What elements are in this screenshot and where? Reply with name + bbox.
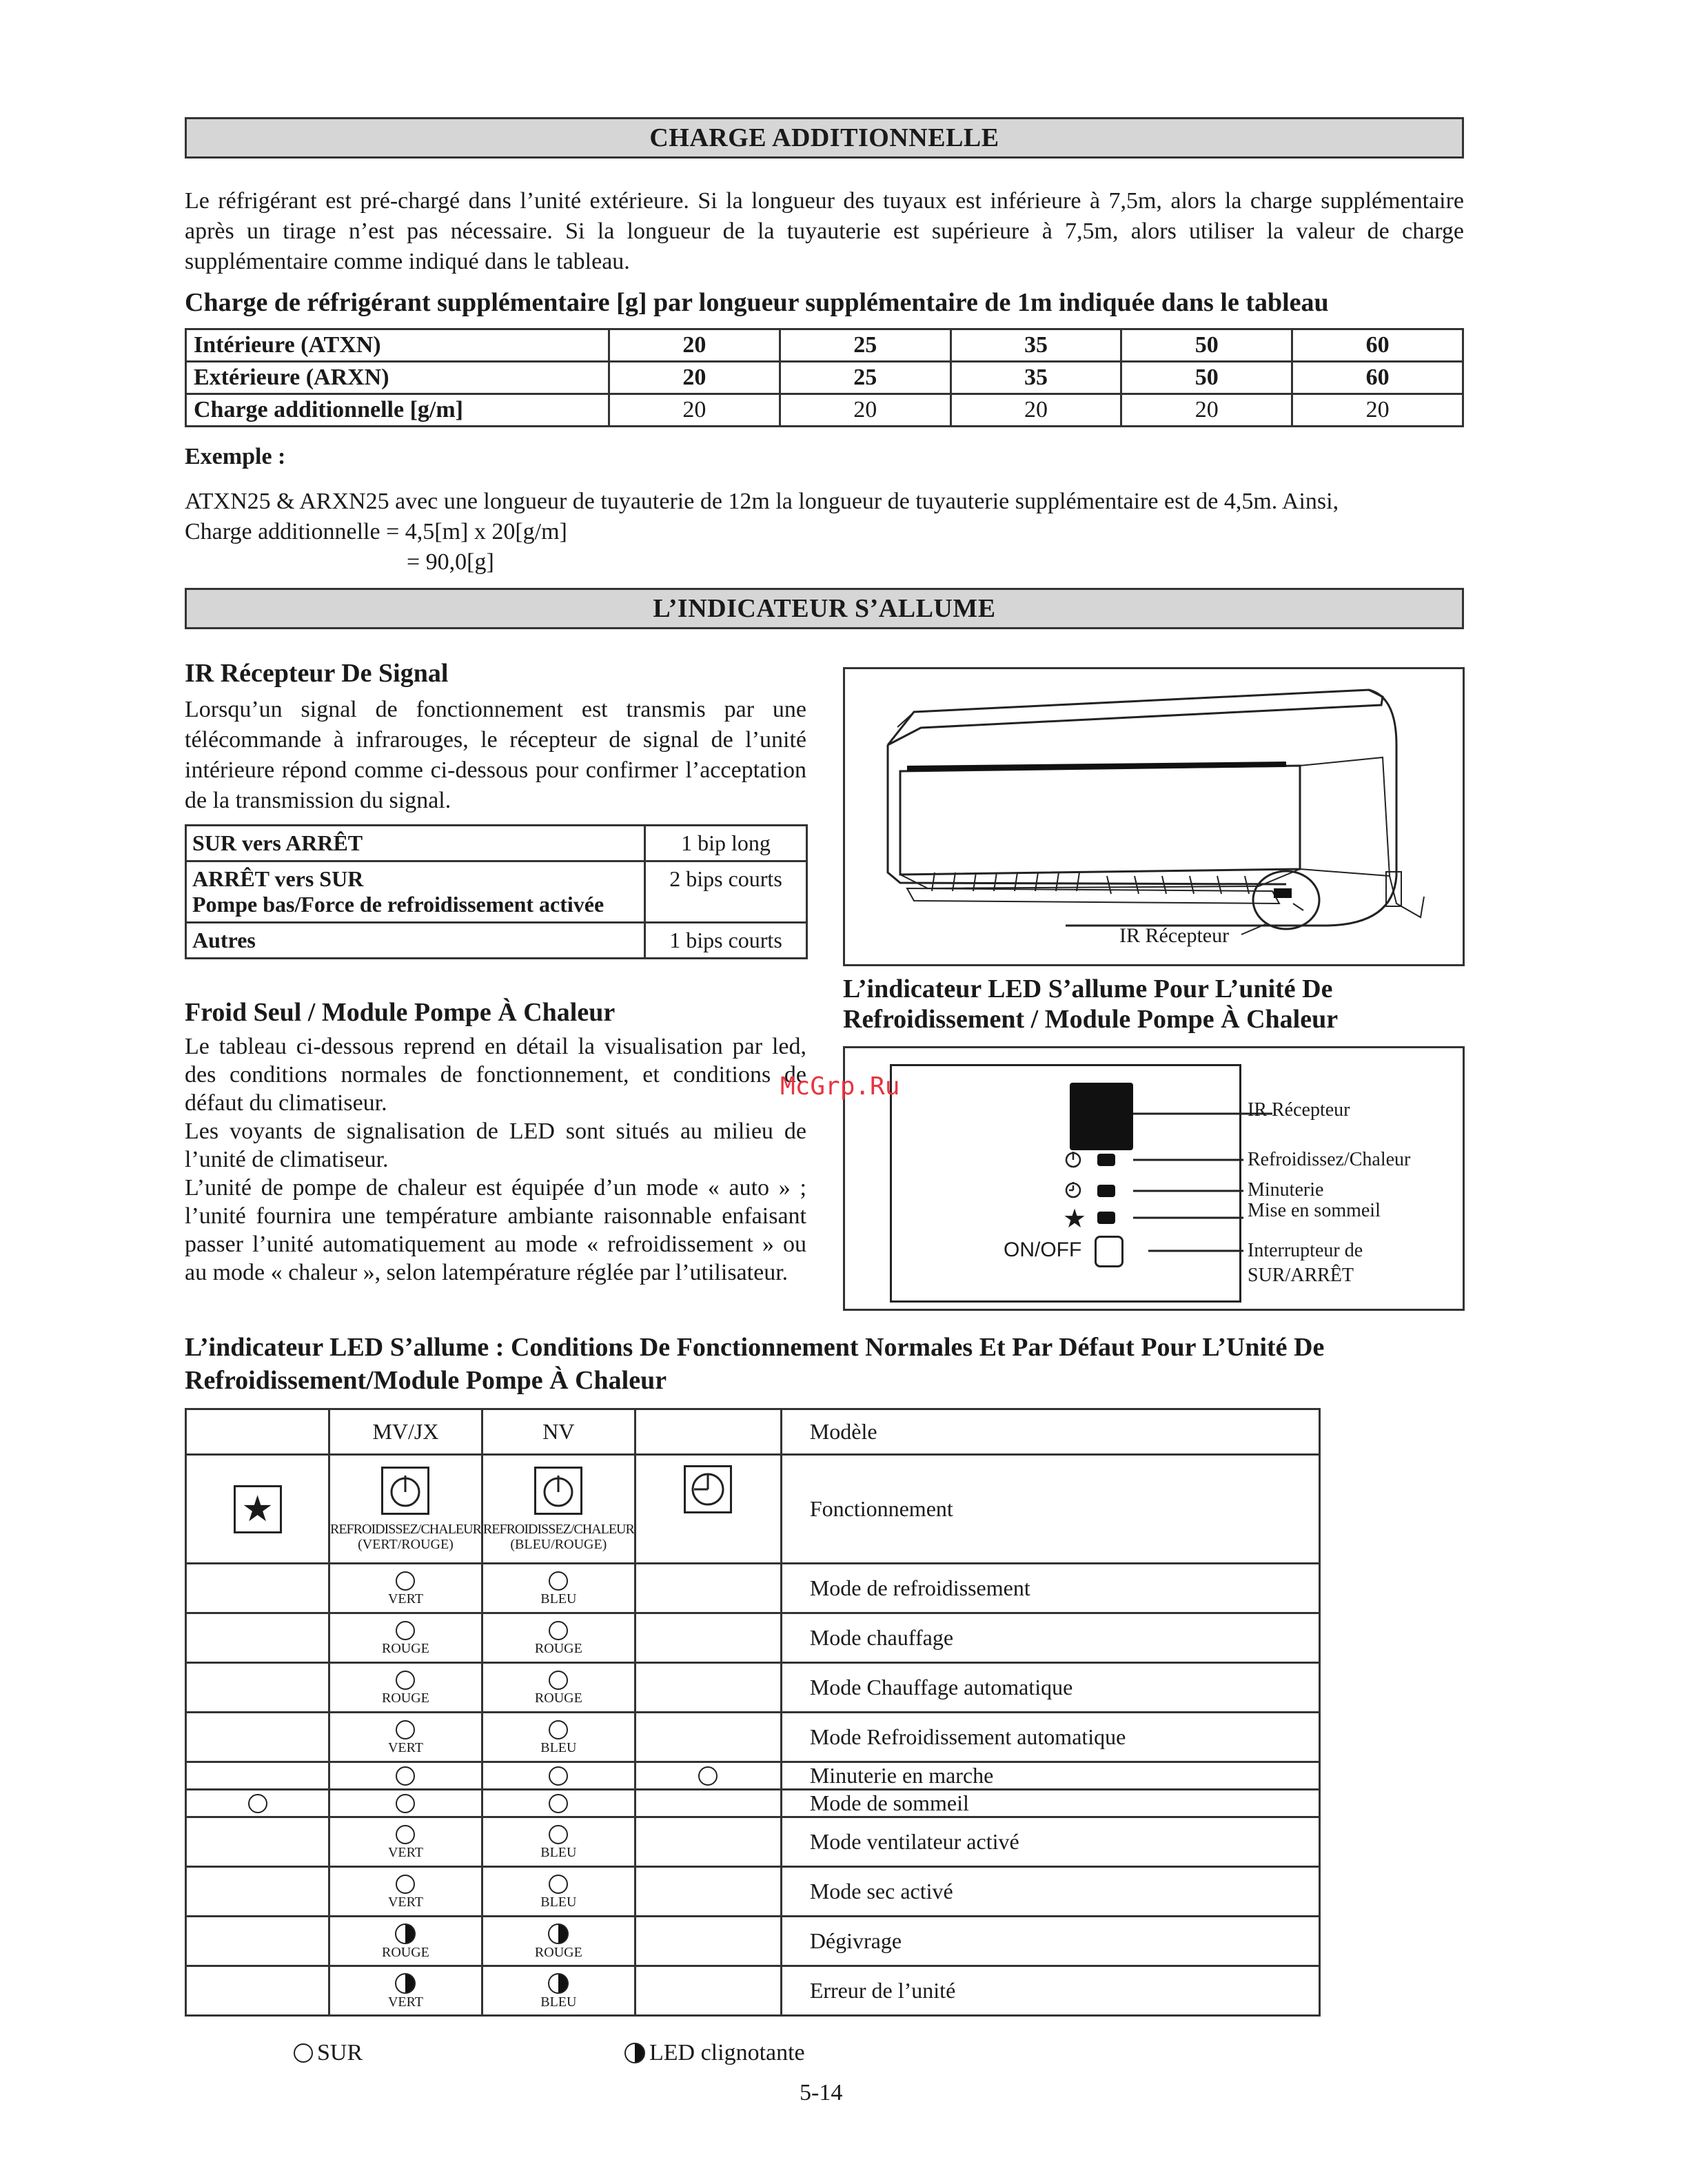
led-color-label: ROUGE — [382, 1640, 429, 1656]
mode-description: Mode ventilateur activé — [781, 1817, 1319, 1867]
led-table-header-cell: NV — [482, 1409, 635, 1455]
ir-text: Lorsqu’un signal de fonctionnement est transmis par une télécommande à infrarouges, le récepteur de signal de l’unité intérieure répond comme ci-dessous pour confirmer l’acceptation de la transmission du signal. — [185, 697, 806, 813]
beep-row-value: 1 bip long — [645, 826, 807, 861]
timer-cell — [635, 1790, 781, 1817]
nv-cell — [482, 1613, 635, 1663]
charge-table-row — [186, 394, 1463, 427]
led-panel-diagram — [843, 1046, 1465, 1311]
mvjx-cell — [329, 1613, 482, 1663]
panel-timer-label: Minuterie — [1248, 1179, 1324, 1201]
mvjx-cell — [329, 1663, 482, 1713]
mvjx-cell — [329, 1867, 482, 1917]
charge-value-cell: 25 — [780, 329, 950, 362]
sleep-cell — [186, 1817, 329, 1867]
example-label: Exemple : — [185, 444, 286, 469]
led-table-row — [186, 1564, 1320, 1613]
sleep-cell — [186, 1613, 329, 1663]
nv-cell — [482, 1817, 635, 1867]
sleep-cell — [186, 1790, 329, 1817]
led-on-icon — [549, 1671, 568, 1690]
led-table-header-cell — [186, 1409, 329, 1455]
mvjx-power-icon — [381, 1467, 429, 1515]
led-color-label: BLEU — [540, 1894, 577, 1910]
led-color-label: ROUGE — [382, 1690, 429, 1706]
charge-value-cell: 20 — [609, 329, 780, 362]
watermark: McGrp.Ru — [780, 1072, 900, 1101]
timer-cell — [635, 1867, 781, 1917]
nv-cell — [482, 1966, 635, 2016]
blinking-led-icon — [395, 1923, 416, 1944]
onoff-switch — [1095, 1236, 1123, 1267]
legend-blink-text: LED clignotante — [649, 2040, 805, 2065]
led-color-label: VERT — [387, 1994, 423, 2010]
example-line2: Charge additionnelle = 4,5[m] x 20[g/m] — [185, 519, 567, 544]
unit-illustration-box — [843, 667, 1465, 966]
led-panel-lines — [845, 1048, 1463, 1309]
mvjx-cell — [329, 1790, 482, 1817]
nv-cell — [482, 1790, 635, 1817]
sleep-cell — [186, 1917, 329, 1966]
sleep-cell — [186, 1663, 329, 1713]
cool-text2: Les voyants de signalisation de LED sont situés au milieu de l’unité de climatiseur. — [185, 1119, 806, 1172]
led-color-label: BLEU — [540, 1591, 577, 1606]
panel-switch-label-1: Interrupteur de — [1248, 1240, 1363, 1261]
nv-cell — [482, 1762, 635, 1790]
led-color-label: ROUGE — [382, 1944, 429, 1960]
led-status-table — [185, 1408, 1321, 2017]
beep-row-value: 1 bips courts — [645, 923, 807, 959]
section-title-charge: CHARGE ADDITIONNELLE — [185, 117, 1464, 159]
onoff-label: ON/OFF — [1004, 1238, 1082, 1261]
mode-description: Mode de sommeil — [781, 1790, 1319, 1817]
led-on-icon — [248, 1794, 267, 1813]
charge-value-cell: 35 — [950, 329, 1121, 362]
operation-label: Fonctionnement — [781, 1455, 1319, 1564]
led-on-icon — [396, 1571, 415, 1591]
charge-table-row — [186, 362, 1463, 394]
panel-sleep-label: Mise en sommeil — [1248, 1200, 1381, 1221]
example-line1: ATXN25 & ARXN25 avec une longueur de tuyauterie de 12m la longueur de tuyauterie supplémentaire est de 4,5m. Ainsi, — [185, 489, 1339, 514]
led-on-icon — [549, 1571, 568, 1591]
led-on-icon — [396, 1671, 415, 1690]
beep-row-label-cell — [186, 923, 645, 959]
charge-value-cell: 20 — [780, 394, 950, 427]
air-conditioner-illustration — [845, 669, 1463, 964]
led-color-label: BLEU — [540, 1739, 577, 1755]
led-table-header — [186, 1409, 1320, 1455]
led-color-label: VERT — [387, 1739, 423, 1755]
led-color-label: ROUGE — [534, 1640, 582, 1656]
beep-row-label: ARRÊT vers SUR — [192, 866, 364, 891]
legend-on-text: SUR — [317, 2040, 363, 2065]
nv-icon-label-2: (BLEU/ROUGE) — [510, 1536, 607, 1552]
led-table-row — [186, 1917, 1320, 1966]
led-on-icon — [549, 1825, 568, 1844]
legend-blink-icon — [624, 2043, 645, 2063]
charge-value-cell: 50 — [1121, 362, 1292, 394]
beep-row-label-cell — [186, 861, 645, 923]
charge-row-label: Extérieure (ARXN) — [186, 362, 609, 394]
mvjx-cell — [329, 1817, 482, 1867]
mode-description: Minuterie en marche — [781, 1762, 1319, 1790]
beep-row-value: 2 bips courts — [645, 861, 807, 923]
timer-cell — [635, 1663, 781, 1713]
legend-on-icon — [294, 2043, 313, 2063]
charge-value-cell: 20 — [609, 394, 780, 427]
led-on-icon — [396, 1621, 415, 1640]
mode-description: Mode sec activé — [781, 1867, 1319, 1917]
charge-row-label: Charge additionnelle [g/m] — [186, 394, 609, 427]
charge-value-cell: 35 — [950, 362, 1121, 394]
charge-value-cell: 25 — [780, 362, 950, 394]
led-on-icon — [549, 1794, 568, 1813]
led-table-row — [186, 1966, 1320, 2016]
led-table-row — [186, 1613, 1320, 1663]
beep-table-row — [186, 826, 807, 861]
beep-row-sublabel: Pompe bas/Force de refroidissement activée — [192, 892, 604, 917]
led-table-row — [186, 1790, 1320, 1817]
led-color-label: VERT — [387, 1591, 423, 1606]
timer-led — [1097, 1185, 1115, 1197]
sleep-icon-cell — [186, 1455, 329, 1564]
power-icon — [1064, 1150, 1082, 1168]
beep-row-label: SUR vers ARRÊT — [192, 830, 363, 855]
led-on-icon — [549, 1766, 568, 1786]
sleep-led — [1097, 1212, 1115, 1224]
charge-value-cell: 60 — [1292, 362, 1463, 394]
mode-description: Mode Chauffage automatique — [781, 1663, 1319, 1713]
ir-heading: IR Récepteur De Signal — [185, 659, 449, 688]
blinking-led-icon — [395, 1973, 416, 1994]
nv-cell — [482, 1867, 635, 1917]
timer-cell — [635, 1817, 781, 1867]
timer-icon — [1064, 1181, 1082, 1198]
blinking-led-icon — [548, 1923, 569, 1944]
beep-row-label: Autres — [192, 928, 256, 952]
led-table-row — [186, 1663, 1320, 1713]
sleep-cell — [186, 1713, 329, 1762]
panel-cool-heat-label: Refroidissez/Chaleur — [1248, 1149, 1411, 1170]
led-table-header-cell: MV/JX — [329, 1409, 482, 1455]
led-color-label: ROUGE — [534, 1944, 582, 1960]
mvjx-icon-label-2: (VERT/ROUGE) — [358, 1536, 454, 1552]
cool-text1: Le tableau ci-dessous reprend en détail la visualisation par led, des conditions normales de fonctionnement, et conditions de défaut du climatiseur. — [185, 1034, 806, 1116]
timer-cell — [635, 1564, 781, 1613]
panel-switch-label-2: SUR/ARRÊT — [1248, 1265, 1354, 1286]
sleep-cell — [186, 1966, 329, 2016]
page-number: 5-14 — [800, 2080, 843, 2105]
led-heading-line1: L’indicateur LED S’allume Pour L’unité De — [843, 974, 1333, 1003]
charge-value-cell: 50 — [1121, 329, 1292, 362]
mvjx-icon-cell — [329, 1455, 482, 1564]
mode-description: Mode chauffage — [781, 1613, 1319, 1663]
timer-icon-cell — [635, 1455, 781, 1564]
cool-text3: L’unité de pompe de chaleur est équipée d’un mode « auto » ; l’unité fournira une température ambiante raisonnable enfaisant passer l’unité automatiquement au mode « refroidissement » ou au mode « chaleur », selon latempérature réglée par l’utilisateur. — [185, 1175, 806, 1285]
charge-value-cell: 20 — [1292, 394, 1463, 427]
mvjx-cell — [329, 1713, 482, 1762]
led-on-icon — [549, 1875, 568, 1894]
timer-cell — [635, 1966, 781, 2016]
led-table-header-cell — [635, 1409, 781, 1455]
mvjx-cell — [329, 1966, 482, 2016]
led-on-icon — [396, 1766, 415, 1786]
cool-heading: Froid Seul / Module Pompe À Chaleur — [185, 998, 616, 1027]
led-table-header-cell: Modèle — [781, 1409, 1319, 1455]
timer-box-icon — [684, 1465, 732, 1513]
mode-description: Dégivrage — [781, 1917, 1319, 1966]
mvjx-cell — [329, 1564, 482, 1613]
charge-table-title: Charge de réfrigérant supplémentaire [g] par longueur supplémentaire de 1m indiquée dans le tableau — [185, 288, 1329, 317]
legend-on — [294, 2040, 363, 2066]
beep-row-label-cell — [186, 826, 645, 861]
example-line3: = 90,0[g] — [407, 549, 494, 575]
legend-blink — [624, 2040, 805, 2066]
beep-table — [185, 824, 808, 959]
charge-intro: Le réfrigérant est pré-chargé dans l’unité extérieure. Si la longueur des tuyaux est inférieure à 7,5m, alors la charge supplémentaire après un tirage n’est pas nécessaire. Si la longueur de la tuyauterie est supérieure à 7,5m, alors utiliser la valeur de charge supplémentaire comme indiqué dans le tableau. — [185, 188, 1464, 274]
led-color-label: VERT — [387, 1894, 423, 1910]
mvjx-icon-label-1: REFROIDISSEZ/CHALEUR — [330, 1521, 481, 1537]
led-table-row — [186, 1817, 1320, 1867]
nv-cell — [482, 1564, 635, 1613]
led-on-icon — [549, 1720, 568, 1739]
beep-table-row — [186, 861, 807, 923]
charge-row-label: Intérieure (ATXN) — [186, 329, 609, 362]
mode-description: Erreur de l’unité — [781, 1966, 1319, 2016]
led-color-label: ROUGE — [534, 1690, 582, 1706]
nv-cell — [482, 1663, 635, 1713]
sleep-cell — [186, 1564, 329, 1613]
led-color-label: VERT — [387, 1844, 423, 1860]
nv-icon-cell — [482, 1455, 635, 1564]
unit-ir-caption: IR Récepteur — [1119, 924, 1230, 947]
mvjx-cell — [329, 1762, 482, 1790]
nv-cell — [482, 1713, 635, 1762]
panel-ir-label: IR Récepteur — [1248, 1099, 1350, 1121]
sleep-star-box-icon: ★ — [234, 1485, 282, 1533]
led-on-icon — [396, 1720, 415, 1739]
blinking-led-icon — [548, 1973, 569, 1994]
charge-table — [185, 328, 1464, 427]
mvjx-cell — [329, 1917, 482, 1966]
charge-value-cell: 20 — [609, 362, 780, 394]
led-table-title-2: Refroidissement/Module Pompe À Chaleur — [185, 1366, 667, 1395]
charge-value-cell: 20 — [1121, 394, 1292, 427]
led-table-row — [186, 1713, 1320, 1762]
sleep-star-icon: ★ — [1063, 1203, 1087, 1234]
sleep-cell — [186, 1762, 329, 1790]
charge-table-row — [186, 329, 1463, 362]
nv-cell — [482, 1917, 635, 1966]
beep-table-row — [186, 923, 807, 959]
timer-cell — [635, 1917, 781, 1966]
led-on-icon — [396, 1794, 415, 1813]
led-heading-line2: Refroidissement / Module Pompe À Chaleur — [843, 1005, 1339, 1034]
timer-cell — [635, 1713, 781, 1762]
cool-heat-led — [1097, 1154, 1115, 1166]
mode-description: Mode de refroidissement — [781, 1564, 1319, 1613]
led-table-title-1: L’indicateur LED S’allume : Conditions De Fonctionnement Normales Et Par Défaut Pour L’Unité De — [185, 1333, 1325, 1362]
section-title-indicator: L’INDICATEUR S’ALLUME — [185, 588, 1464, 629]
led-color-label: BLEU — [540, 1844, 577, 1860]
mode-description: Mode Refroidissement automatique — [781, 1713, 1319, 1762]
led-table-row — [186, 1867, 1320, 1917]
led-on-icon — [698, 1766, 718, 1786]
timer-cell — [635, 1613, 781, 1663]
charge-value-cell: 60 — [1292, 329, 1463, 362]
nv-icon-label-1: REFROIDISSEZ/CHALEUR — [482, 1521, 634, 1537]
led-color-label: BLEU — [540, 1994, 577, 2010]
led-on-icon — [549, 1621, 568, 1640]
led-on-icon — [396, 1875, 415, 1894]
nv-power-icon — [534, 1467, 582, 1515]
charge-value-cell: 20 — [950, 394, 1121, 427]
led-on-icon — [396, 1825, 415, 1844]
led-table-row — [186, 1762, 1320, 1790]
timer-cell — [635, 1762, 781, 1790]
sleep-cell — [186, 1867, 329, 1917]
